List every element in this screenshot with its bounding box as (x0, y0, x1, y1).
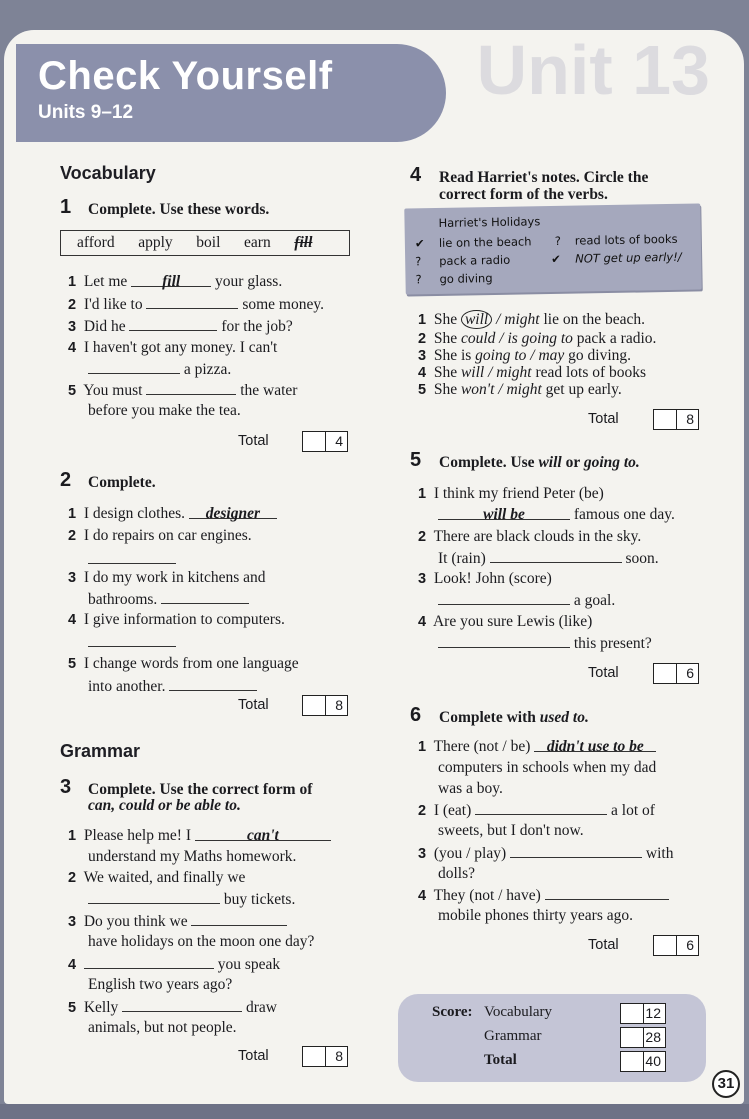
total-value: 8 (335, 1048, 343, 1064)
exercise-1-number: 1 (60, 196, 72, 218)
score-value: 40 (645, 1053, 661, 1069)
item-number: 4 (68, 340, 77, 356)
score-summary (398, 994, 706, 1082)
item-number: 4 (418, 614, 427, 630)
item-number: 5 (68, 383, 77, 399)
grammar-heading: Grammar (60, 741, 141, 761)
score-value: 28 (645, 1029, 661, 1045)
title-text: Complete with (439, 709, 536, 726)
total-value: 8 (686, 411, 694, 427)
check-mark-icon: ✔ (551, 251, 561, 267)
item-number: 2 (418, 803, 427, 819)
exercise-4-number: 4 (410, 164, 422, 186)
item-text: She (433, 330, 458, 347)
answer-blank (545, 886, 669, 900)
answer-blank: can't (195, 827, 331, 841)
item-number: 4 (418, 888, 427, 904)
exercise-2-number: 2 (60, 469, 72, 491)
item-text: There (not / be) (433, 738, 531, 755)
score-vocabulary-box (620, 1003, 666, 1024)
total-value: 6 (686, 937, 694, 953)
item-number: 3 (418, 571, 427, 587)
item-text: Please help me! I (83, 827, 191, 844)
item-number: 2 (68, 870, 77, 886)
item-text: your glass. (215, 273, 283, 290)
question-mark-icon: ? (554, 233, 562, 248)
item-text: I think my friend Peter (be) (433, 485, 604, 502)
item-text: mobile phones thirty years ago. (438, 907, 633, 924)
item-text: go diving. (568, 347, 632, 364)
item-option: won't / might (460, 381, 542, 398)
answer-blank: didn't use to be (534, 738, 656, 752)
word-box (60, 230, 350, 256)
exercise-3-title-cont: can, could or be able to. (88, 797, 241, 814)
item-number: 1 (418, 312, 427, 328)
item-text: Let me (83, 273, 128, 290)
total-label: Total (588, 665, 619, 681)
answer-blank (88, 890, 220, 904)
item-number: 4 (68, 957, 77, 973)
item-text: Kelly (83, 999, 119, 1016)
note-item: lie on the beach (438, 234, 532, 250)
item-text: animals, but not people. (88, 1019, 237, 1036)
word-box-word: boil (196, 234, 221, 251)
item-text: the water (240, 382, 298, 399)
item-text: English two years ago? (88, 976, 233, 993)
item-number: 5 (68, 656, 77, 672)
score-grammar-box (620, 1027, 666, 1048)
harriets-notes-card (404, 203, 701, 294)
item-text: into another. (88, 678, 166, 695)
item-number: 5 (418, 382, 427, 398)
item-text: famous one day. (573, 506, 675, 523)
exercise-4-title: Read Harriet's notes. Circle the (439, 169, 649, 186)
title-option: will (538, 454, 562, 471)
exercise-6-number: 6 (410, 704, 422, 726)
item-option: might (504, 311, 540, 328)
item-number: 5 (68, 1000, 77, 1016)
item-number: 2 (68, 297, 77, 313)
item-number: 2 (68, 528, 77, 544)
answer-blank: will be (438, 506, 570, 520)
note-item: pack a radio (439, 252, 511, 268)
exercise-2-title: Complete. (88, 474, 156, 491)
answer-blank (146, 381, 236, 395)
item-number: 3 (68, 319, 77, 335)
item-text: sweets, but I don't now. (438, 822, 584, 839)
item-number: 1 (68, 274, 77, 290)
item-text: draw (246, 999, 278, 1016)
item-text: understand my Maths homework. (88, 848, 297, 865)
note-item: NOT get up early!/ (575, 249, 682, 266)
item-text: computers in schools when my dad (438, 759, 657, 776)
total-box (653, 663, 699, 684)
total-label: Total (588, 411, 619, 427)
item-text: She (433, 381, 458, 398)
item-text: I (eat) (433, 802, 472, 819)
item-text: Look! John (score) (433, 570, 552, 587)
answer-blank: designer (189, 505, 277, 519)
total-box (302, 1046, 348, 1067)
item-option: could / is going to (460, 330, 573, 347)
item-text: Are you sure Lewis (like) (432, 613, 593, 630)
answer-blank (88, 633, 176, 647)
title-option: used to. (539, 709, 589, 726)
item-number: 3 (68, 914, 77, 930)
item-text: Do you think we (83, 913, 188, 930)
total-box (302, 695, 348, 716)
word-box-word-crossed: fill (294, 234, 313, 251)
exercise-5-title (439, 454, 640, 472)
answer-blank (129, 317, 217, 331)
item-text: read lots of books (535, 364, 647, 381)
item-text: this present? (573, 635, 652, 652)
item-text: a goal. (573, 592, 616, 609)
word-box-word: apply (138, 234, 173, 251)
answer-blank: fill (131, 273, 211, 287)
item-text: a lot of (611, 802, 655, 819)
item-text: It (rain) (438, 550, 486, 567)
item-text: I design clothes. (83, 505, 185, 522)
item-text: I give information to computers. (83, 611, 285, 628)
check-mark-icon: ✔ (414, 236, 425, 251)
word-box-word: earn (244, 234, 271, 251)
workbook-page: Unit 13 Check Yourself Units 9–12 Vocabulary 1 Complete. Use these words. afford apply boil earn fill 1 Let me fill your glass. 2 I'd like to some money. 3 Did he for the job? 4 I haven't got any money. I can't a pizza. 5 You must the water before you make the tea. Total 4 2 Complete. 1 I design clothes. designer 2 I do repairs on car engines. 3 I do my work in kitchens and bathrooms. 4 I give information to computers. 5 I change words from one language into another. Total 8 Grammar 3 Complete. Use the correct form of can, could or be able to. 1 Please help me! I can't understand my Maths homework. 2 We waited, and finally we buy tickets. 3 Do you think we have holidays on the moon one day? 4 you speak English two years ago? 5 Kelly draw animals, but not people. Total 8 4 Read Harriet's notes. Circle the correct form of the verbs. Harriet's Holidays ✔ lie on the beach ? read lots of books ? pack a radio ✔ NOT get up early!/ ? go diving 1 She will / might lie on the beach. 2 She could / is going to pack a radio. 3 She is going to / may go diving. 4 She will / might read lots of books 5 She won't / might get up early. Total 8 5 Complete. Use will or going to. 1 I think my friend Peter (be) will be famous one day. 2 There are black clouds in the sky. It (rain) soon. 3 Look! John (score) a goal. 4 Are you sure Lewis (like) this present? Total 6 6 Complete with used to. 1 There (not / be) didn't use to be computers in schools when my dad was a boy. 2 I (eat) a lot of sweets, but I don't now. 3 (you / play) with dolls? 4 They (not / have) mobile phones thirty years ago. Total 6 Score: Vocabulary 12 Grammar 28 Total 40 31 (0, 0, 749, 1119)
score-total-box (620, 1051, 666, 1072)
item-text: some money. (242, 296, 324, 313)
exercise-3-title: Complete. Use the correct form of (88, 781, 313, 798)
note-item: go diving (439, 271, 493, 286)
answer-blank (84, 955, 214, 969)
answer-blank (510, 844, 642, 858)
answer-blank (191, 912, 287, 926)
item-text: (you / play) (433, 845, 507, 862)
exercise-5-number: 5 (410, 449, 422, 471)
exercise-3-number: 3 (60, 776, 72, 798)
answer-blank (475, 801, 607, 815)
item-text: I do repairs on car engines. (83, 527, 252, 544)
circled-answer: will (461, 310, 492, 329)
page-title: Check Yourself (38, 54, 333, 98)
item-option: will / might (460, 364, 532, 381)
item-text: have holidays on the moon one day? (88, 933, 315, 950)
total-value: 4 (335, 433, 343, 449)
item-text: was a boy. (438, 780, 503, 797)
score-value: 12 (645, 1005, 661, 1021)
answer-blank (438, 591, 570, 605)
vocabulary-heading: Vocabulary (60, 163, 156, 183)
bleed-through-text: Unit 13 (476, 31, 710, 109)
total-label: Total (238, 697, 269, 713)
item-text: I change words from one language (83, 655, 299, 672)
question-mark-icon: ? (415, 272, 422, 287)
answer-blank (438, 634, 570, 648)
score-vocabulary-label: Vocabulary (484, 1004, 553, 1020)
item-number: 3 (418, 846, 427, 862)
item-text: You must (83, 382, 143, 399)
item-number: 2 (418, 331, 427, 347)
page-subtitle: Units 9–12 (38, 102, 134, 123)
answer-blank (146, 295, 238, 309)
title-banner (16, 44, 446, 142)
total-label: Total (238, 433, 269, 449)
item-number: 3 (68, 570, 77, 586)
answer-blank (161, 590, 249, 604)
item-text: a pizza. (183, 361, 232, 378)
total-label: Total (588, 937, 619, 953)
answer-blank (122, 998, 242, 1012)
item-number: 4 (418, 365, 427, 381)
item-text: I do my work in kitchens and (83, 569, 266, 586)
score-label: Score: (432, 1004, 473, 1020)
title-text: or (565, 454, 580, 471)
item-option: going to / may (475, 347, 565, 364)
title-option: going to. (583, 454, 640, 471)
score-total-label: Total (484, 1052, 517, 1068)
page-number: 31 (712, 1070, 740, 1098)
item-text: buy tickets. (223, 891, 296, 908)
word-box-word: afford (77, 234, 115, 251)
answer-blank (88, 360, 180, 374)
item-number: 1 (418, 739, 427, 755)
item-number: 4 (68, 612, 77, 628)
item-text: bathrooms. (88, 591, 158, 608)
item-text: She (433, 311, 461, 328)
note-item: read lots of books (574, 231, 678, 248)
item-text: She (433, 364, 458, 381)
item-text: pack a radio. (576, 330, 657, 347)
total-value: 8 (335, 697, 343, 713)
exercise-1-title: Complete. Use these words. (88, 201, 270, 218)
exercise-4-title-cont: correct form of the verbs. (439, 186, 608, 203)
item-number: 1 (418, 486, 427, 502)
item-text: I haven't got any money. I can't (83, 339, 278, 356)
answer-blank (169, 677, 257, 691)
score-grammar-label: Grammar (484, 1028, 542, 1044)
bottom-edge (0, 1104, 749, 1119)
total-box (302, 431, 348, 452)
item-text: There are black clouds in the sky. (433, 528, 642, 545)
item-text: get up early. (545, 381, 622, 398)
item-text: dolls? (438, 865, 476, 882)
item-text: I'd like to (83, 296, 143, 313)
total-box (653, 409, 699, 430)
item-text: lie on the beach. (543, 311, 646, 328)
notes-title: Harriet's Holidays (438, 214, 541, 230)
item-number: 1 (68, 506, 77, 522)
answer-blank (88, 550, 176, 564)
item-text: you speak (217, 956, 281, 973)
title-text: Complete. Use (439, 454, 535, 471)
item-text: Did he (83, 318, 126, 335)
total-label: Total (238, 1048, 269, 1064)
exercise-6-title (439, 709, 589, 727)
item-text: before you make the tea. (88, 402, 241, 419)
question-mark-icon: ? (415, 254, 422, 269)
item-text: They (not / have) (433, 887, 541, 904)
item-text: We waited, and finally we (83, 869, 246, 886)
item-text: soon. (625, 550, 659, 567)
item-text: She is (433, 347, 472, 364)
item-number: 1 (68, 828, 77, 844)
total-box (653, 935, 699, 956)
item-text: for the job? (221, 318, 293, 335)
item-number: 2 (418, 529, 427, 545)
answer-blank (490, 549, 622, 563)
item-text: with (645, 845, 674, 862)
item-number: 3 (418, 348, 427, 364)
total-value: 6 (686, 665, 694, 681)
